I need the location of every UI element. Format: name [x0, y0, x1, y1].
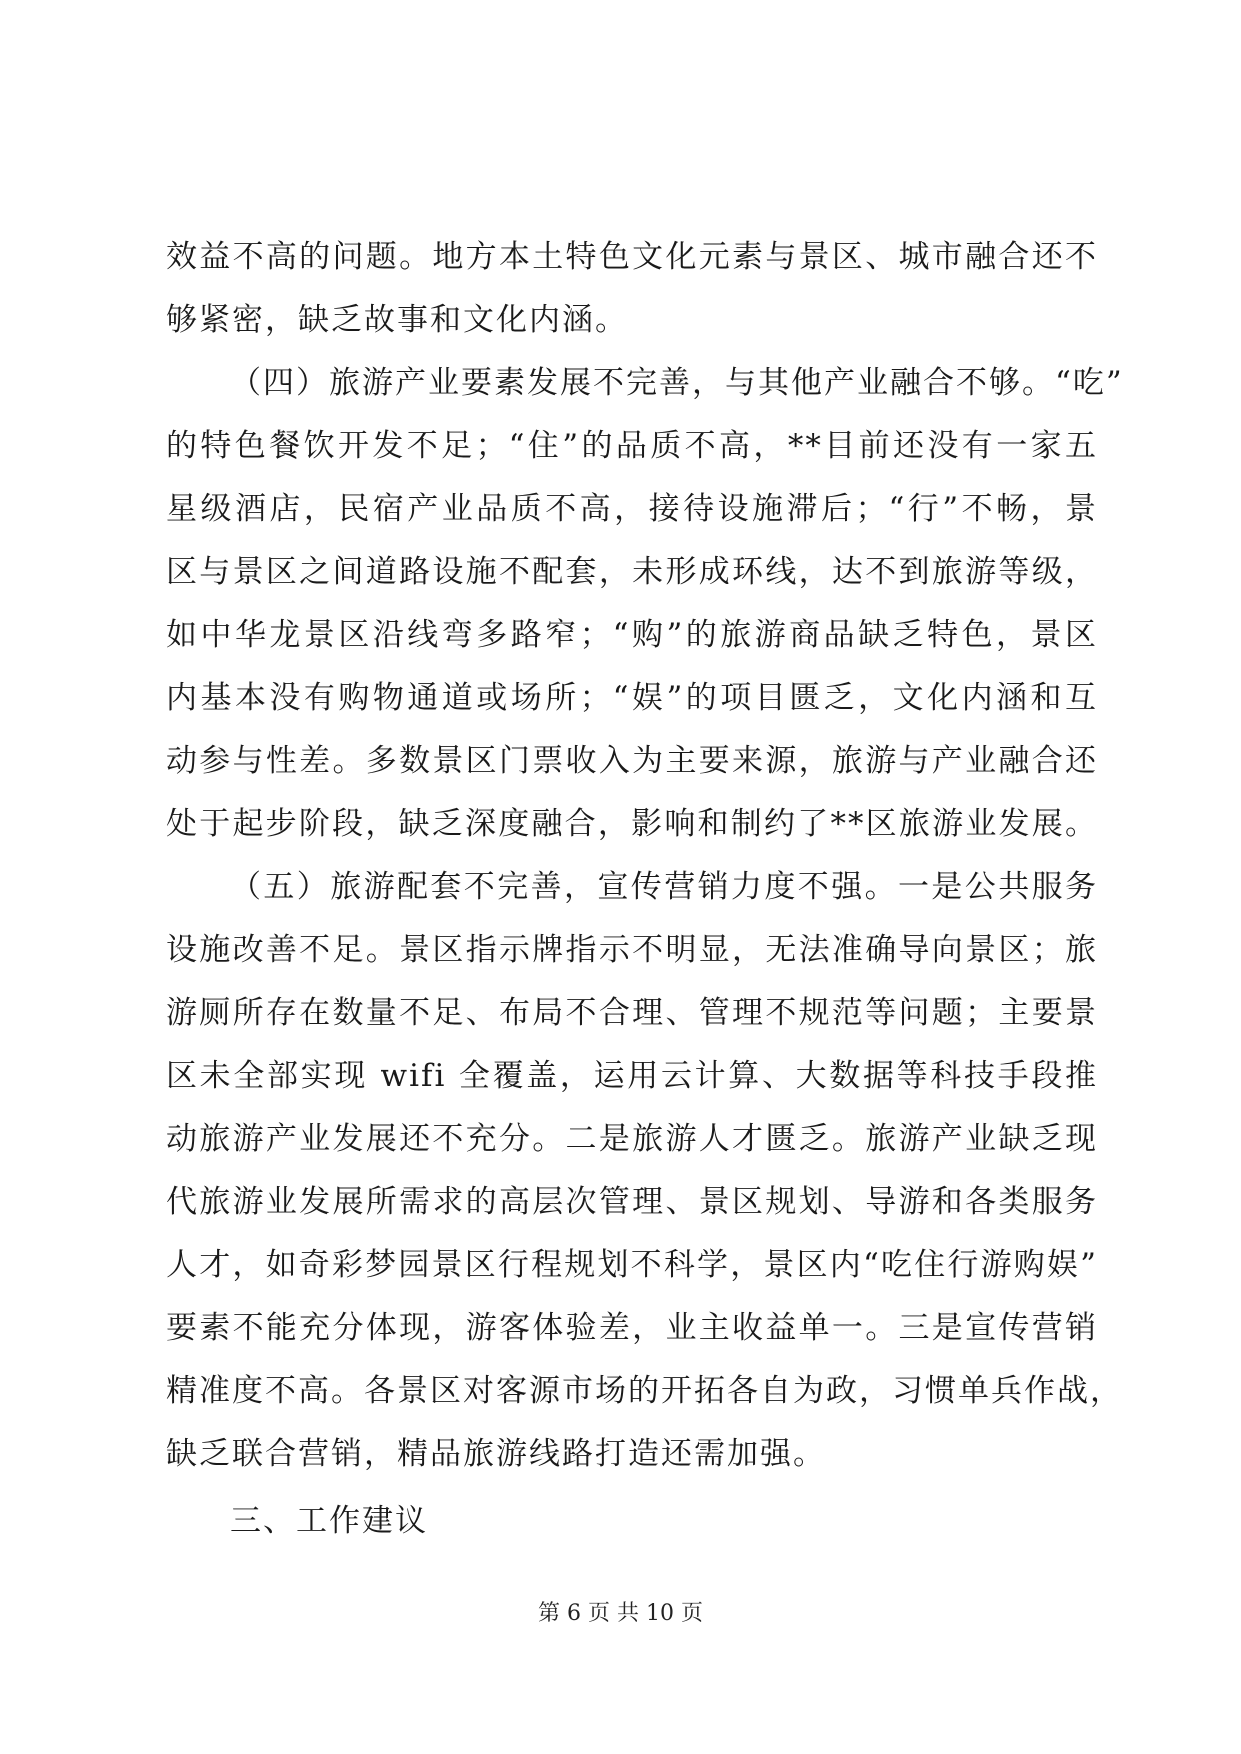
text-line: 动旅游产业发展还不充分。二是旅游人才匮乏。旅游产业缺乏现 [166, 1121, 1098, 1157]
text-line: 区未全部实现 wifi 全覆盖，运用云计算、大数据等科技手段推 [166, 1058, 1098, 1094]
paragraph-continued [166, 226, 1098, 352]
page-footer: 第 6 页 共 10 页 [538, 1601, 703, 1626]
text-line: 区与景区之间道路设施不配套，未形成环线，达不到旅游等级， [166, 554, 1098, 590]
paragraph-five [166, 856, 1123, 1486]
paragraph-four [166, 352, 1124, 856]
section-heading: 三、工作建议 [230, 1503, 428, 1539]
text-line: 游厕所存在数量不足、布局不合理、管理不规范等问题；主要景 [166, 995, 1098, 1031]
text-line: 处于起步阶段，缺乏深度融合，影响和制约了**区旅游业发展。 [166, 806, 1098, 842]
text-line: 设施改善不足。景区指示牌指示不明显，无法准确导向景区；旅 [166, 932, 1098, 968]
text-line: 要素不能充分体现，游客体验差，业主收益单一。三是宣传营销 [166, 1310, 1098, 1346]
text-line: 够紧密，缺乏故事和文化内涵。 [166, 302, 628, 338]
text-line: 如中华龙景区沿线弯多路窄；“购”的旅游商品缺乏特色，景区 [166, 617, 1098, 653]
text-line: 内基本没有购物通道或场所；“娱”的项目匮乏，文化内涵和互 [166, 680, 1098, 716]
text-line: 缺乏联合营销，精品旅游线路打造还需加强。 [166, 1436, 826, 1472]
text-line: 星级酒店，民宿产业品质不高，接待设施滞后；“行”不畅，景 [166, 491, 1098, 527]
text-line: 动参与性差。多数景区门票收入为主要来源，旅游与产业融合还 [166, 743, 1098, 779]
text-line: （四）旅游产业要素发展不完善，与其他产业融合不够。“吃” [230, 365, 1124, 401]
text-line: 精准度不高。各景区对客源市场的开拓各自为政，习惯单兵作战， [166, 1373, 1123, 1409]
document-body [166, 226, 1124, 1553]
text-line: 的特色餐饮开发不足；“住”的品质不高，**目前还没有一家五 [166, 428, 1098, 464]
text-line: 代旅游业发展所需求的高层次管理、景区规划、导游和各类服务 [166, 1184, 1098, 1220]
text-line: 人才，如奇彩梦园景区行程规划不科学，景区内“吃住行游购娱” [166, 1247, 1098, 1283]
text-line: （五）旅游配套不完善，宣传营销力度不强。一是公共服务 [230, 869, 1098, 905]
text-line: 效益不高的问题。地方本土特色文化元素与景区、城市融合还不 [166, 239, 1098, 275]
